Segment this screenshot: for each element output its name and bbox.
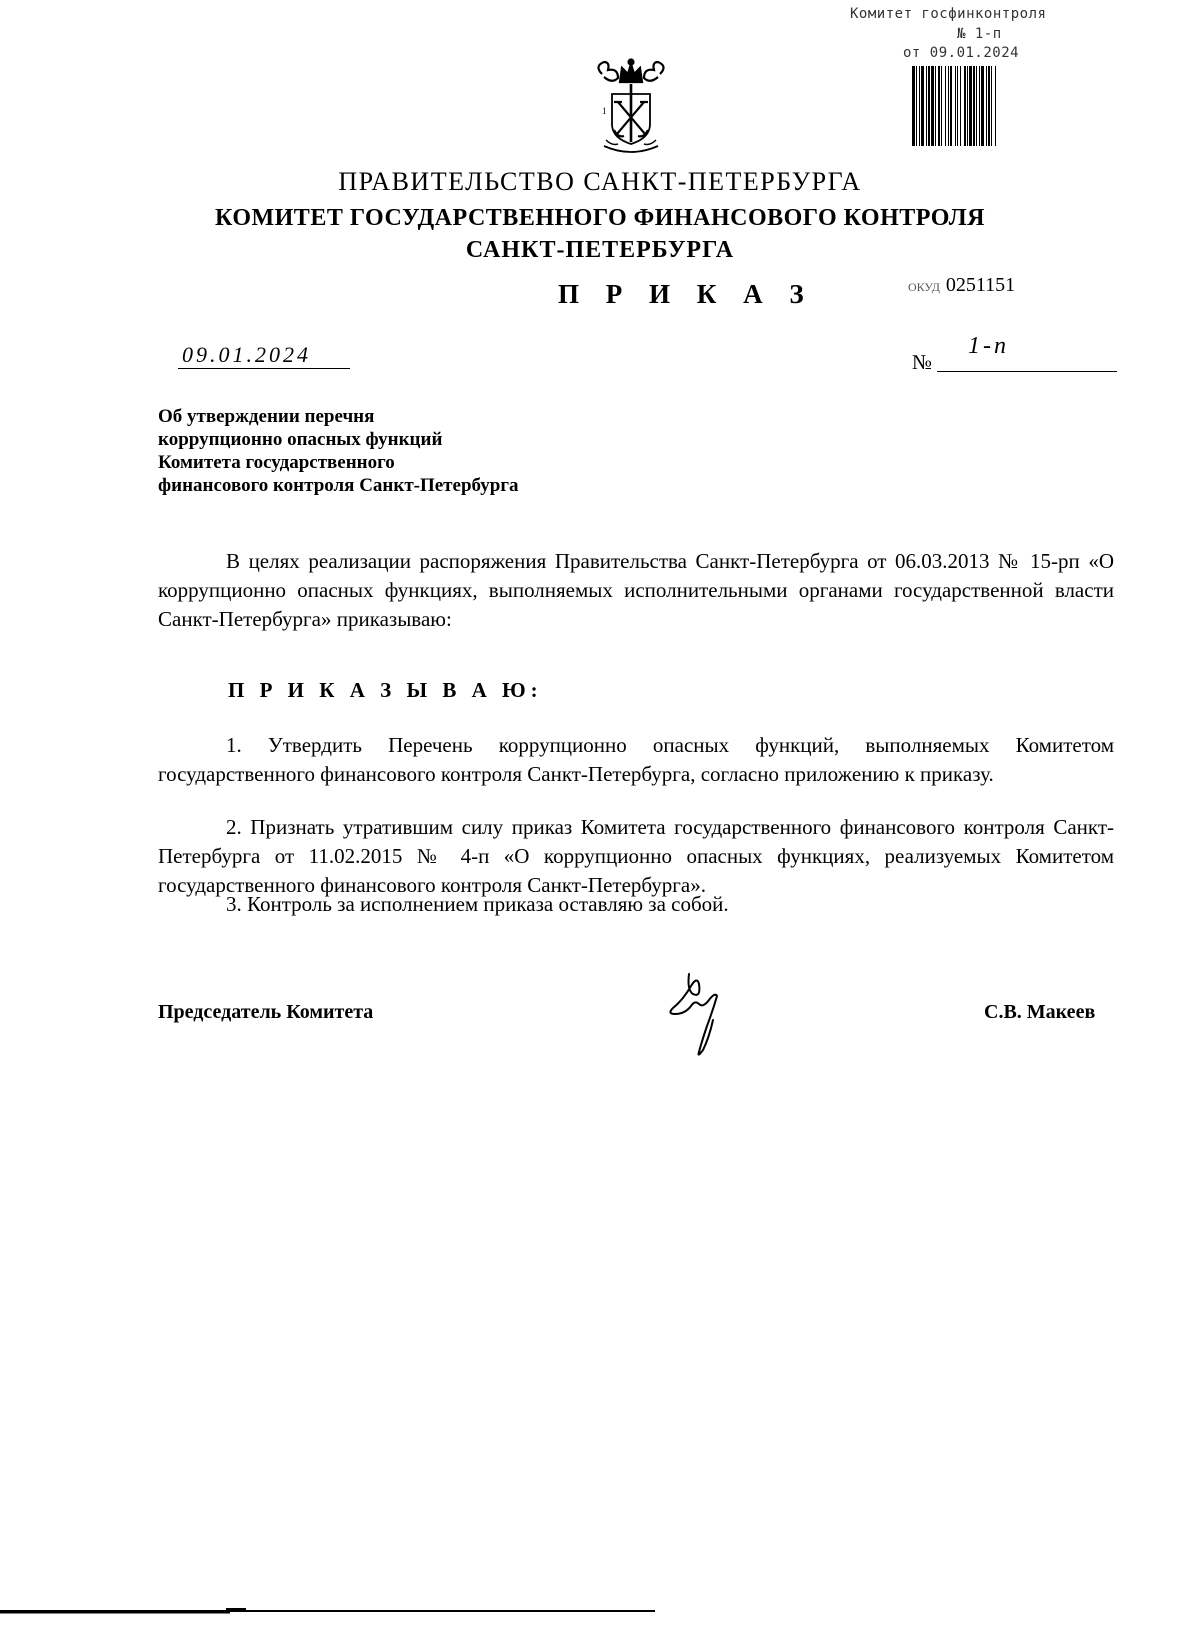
stamp-organization: Комитет госфинконтроля — [850, 6, 1047, 22]
committee-heading: КОМИТЕТ ГОСУДАРСТВЕННОГО ФИНАНСОВОГО КОНТРОЛЯ — [215, 205, 985, 231]
signatory-title: Председатель Комитета — [158, 1001, 374, 1023]
order-item-1: 1. Утвердить Перечень коррупционно опасных функций, выполняемых Комитетом государственного финансового контроля Санкт-Петербурга, согласно приложению к приказу. — [158, 733, 1114, 786]
handwritten-number: 1-п — [968, 333, 1009, 359]
svg-text:1: 1 — [602, 106, 607, 116]
city-heading: САНКТ-ПЕТЕРБУРГА — [465, 237, 735, 263]
handwritten-signature — [665, 968, 727, 1058]
order-item-2: 2. Признать утратившим силу приказ Комитета государственного финансового контроля Санкт-Петербурга от 11.02.2015 № 4-п «О коррупционно опасных функциях, реализуемых Комитетом государственного финансового контроля Санкт-Петербурга». — [158, 815, 1114, 897]
scan-border-line — [0, 1608, 655, 1614]
okud-code — [908, 274, 1015, 297]
subject-line: Об утверждении перечня — [158, 406, 375, 427]
order-heading: П Р И К А З Ы В А Ю: — [228, 678, 543, 702]
handwritten-date: 09.01.2024 — [182, 342, 311, 367]
number-underline — [937, 371, 1117, 372]
number-label: № — [912, 350, 933, 374]
stamp-date: от 09.01.2024 — [903, 45, 1020, 61]
okud-value: 0251151 — [945, 274, 1016, 296]
barcode — [912, 66, 1066, 146]
date-underline — [178, 368, 350, 369]
document-type-heading: П Р И К А З — [558, 279, 814, 309]
document-subject — [158, 405, 519, 497]
signatory-name: С.В. Макеев — [984, 1001, 1096, 1023]
order-item-3: 3. Контроль за исполнением приказа оставляю за собой. — [226, 892, 729, 916]
government-heading: ПРАВИТЕЛЬСТВО САНКТ-ПЕТЕРБУРГА — [338, 167, 862, 196]
subject-line: Комитета государственного — [158, 452, 395, 473]
okud-label: ОКУД — [908, 280, 940, 294]
subject-line: коррупционно опасных функций — [158, 429, 443, 450]
coat-of-arms-emblem — [588, 58, 674, 156]
intro-paragraph: В целях реализации распоряжения Правительства Санкт-Петербурга от 06.03.2013 № 15-рп «О коррупционно опасных функциях, выполняемых исполнительными органами государственной власти Санкт-Петербурга» приказываю: — [158, 549, 1114, 631]
subject-line: финансового контроля Санкт-Петербурга — [158, 475, 519, 496]
stamp-number: № 1-п — [957, 26, 1002, 42]
